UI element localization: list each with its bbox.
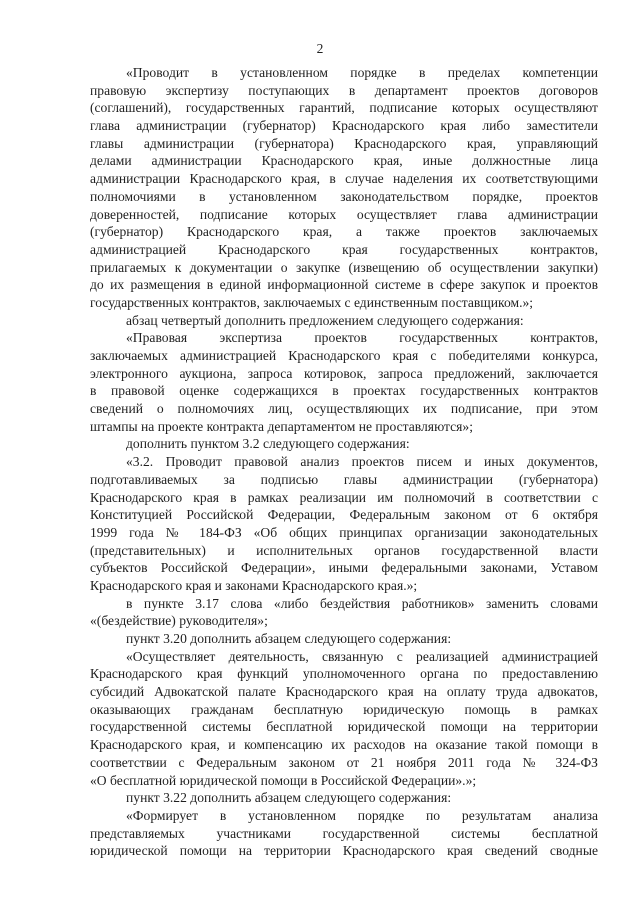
text-line: Краснодарского края и законами Краснодарского края.»; (90, 577, 418, 593)
text-line: «Проводит в установленном порядке в пределах компетенции (126, 65, 598, 80)
text-line: в пункте 3.17 слова «либо бездействия работников» заменить словами (126, 595, 598, 611)
text-line: Конституцией Российской Федерации, Федеральным законом от 6 октября (90, 507, 598, 523)
text-line: пункт 3.22 дополнить абзацем следующего содержания: (126, 790, 452, 806)
text-line: представляемых участниками государственной системы бесплатной (90, 825, 598, 841)
text-line: доверенностей, подписание которых осуществляет глава администрации (90, 206, 598, 222)
text-line: до их размещения в единой информационной системе в сфере закупок и проектов (90, 277, 598, 293)
text-line: (соглашений), государственных гарантий, подписание которых осуществляют (90, 100, 598, 116)
text-line: «Осуществляет деятельность, связанную с реализацией администрацией (126, 648, 598, 664)
text-line: (губернатор) Краснодарского края, а также проектов заключаемых (90, 224, 598, 240)
text-line: субъектов Российской Федерации», иными федеральными законами, Уставом (90, 560, 598, 576)
text-line: сведений о полномочиях лиц, осуществляющих их подписание, при этом (90, 401, 598, 417)
text-line: делами администрации Краснодарского края, иные должностные лица (90, 153, 598, 169)
text-line: «Правовая экспертиза проектов государственных контрактов, (126, 330, 598, 346)
text-line: «3.2. Проводит правовой анализ проектов писем и иных документов, (126, 454, 598, 470)
text-line: администрацией Краснодарского края государственных контрактов, (90, 241, 598, 257)
text-line: штампы на проекте контракта департаментом не проставляются»; (90, 418, 474, 434)
text-line: заключаемых администрацией Краснодарского края с победителями конкурса, (90, 348, 598, 363)
text-line: Краснодарского края функций уполномоченного органа по предоставлению (90, 666, 598, 682)
text-line: администрации Краснодарского края, в случае наделения их соответствующими (90, 171, 598, 187)
text-line: прилагаемых к документации о закупке (извещению об осуществлении закупки) (90, 259, 598, 275)
text-line: глава администрации (губернатор) Краснодарского края либо заместители (90, 118, 598, 134)
text-line: в правовой оценке содержащихся в проектах государственных контрактов (90, 383, 598, 399)
text-line: государственной системы бесплатной юридической помощи на территории (90, 719, 598, 735)
text-line: государственных контрактов, заключаемых с единственным поставщиком.»; (90, 294, 534, 310)
text-line: полномочиями в установленном законодательством порядке, проектов (90, 188, 598, 204)
text-line: оказывающих гражданам бесплатную юридическую помощь в рамках (90, 701, 598, 717)
text-line: соответствии с Федеральным законом от 21 ноября 2011 года № 324-ФЗ (90, 754, 598, 770)
text-line: 1999 года № 184-ФЗ «Об общих принципах организации законодательных (90, 524, 598, 540)
text-line: субсидий Адвокатской палате Краснодарского края на оплату труда адвокатов, (90, 684, 598, 700)
text-line: «(бездействие) руководителя»; (90, 613, 268, 629)
text-line: «О бесплатной юридической помощи в Российской Федерации».»; (90, 772, 477, 788)
document-body (90, 64, 598, 860)
text-line: главы администрации (губернатора) Краснодарского края, управляющий (90, 135, 598, 151)
text-line: Краснодарского края в рамках реализации им полномочий в соответствии с (90, 489, 598, 505)
text-line: правовую экспертизу поступающих в департамент проектов договоров (90, 82, 598, 98)
text-line: юридической помощи на территории Краснодарского края сведений сводные (90, 843, 598, 859)
text-line: Краснодарского края, и компенсацию их расходов на оказание такой помощи в (90, 737, 598, 753)
page-number: 2 (316, 41, 324, 56)
text-line: дополнить пунктом 3.2 следующего содержания: (126, 436, 410, 452)
text-line: подготавливаемых за подписью главы администрации (губернатора) (90, 471, 598, 487)
text-line: электронного аукциона, запроса котировок, запроса предложений, заключается (90, 365, 598, 381)
text-line: пункт 3.20 дополнить абзацем следующего содержания: (126, 631, 452, 646)
text-line: (представительных) и исполнительных органов государственной власти (90, 542, 598, 558)
text-line: «Формирует в установленном порядке по результатам анализа (126, 807, 598, 823)
text-line: абзац четвертый дополнить предложением следующего содержания: (126, 312, 524, 328)
